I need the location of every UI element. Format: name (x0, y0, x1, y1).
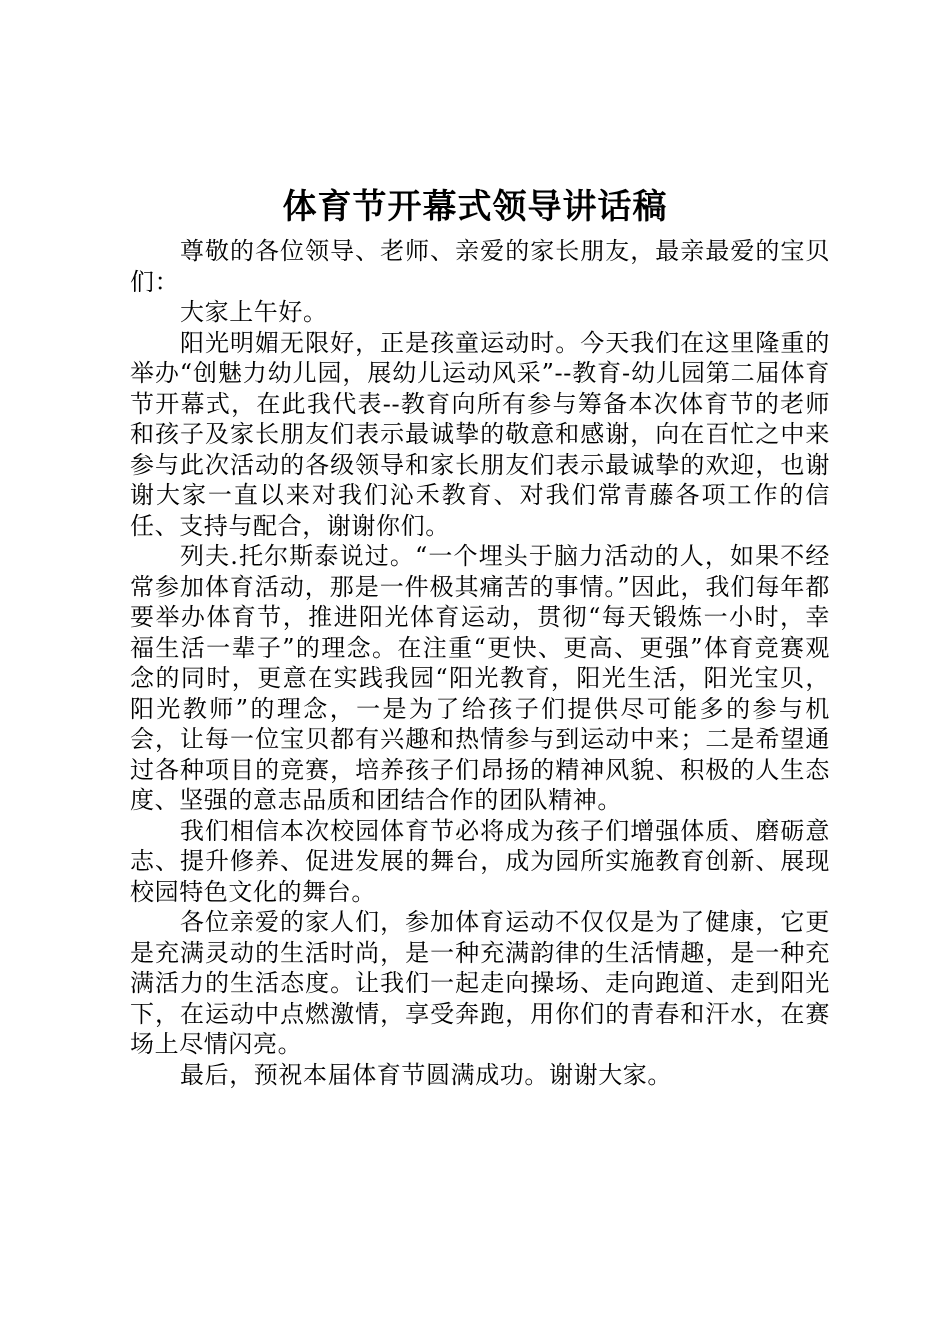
paragraph-belief: 我们相信本次校园体育节必将成为孩子们增强体质、磨砺意志、提升修养、促进发展的舞台，成为园所实施教育创新、展现校园特色文化的舞台。 (130, 816, 830, 906)
paragraph-salutation: 尊敬的各位领导、老师、亲爱的家长朋友，最亲最爱的宝贝们： (130, 237, 830, 296)
document-title: 体育节开幕式领导讲话稿 (282, 187, 668, 227)
paragraph-greeting: 大家上午好。 (180, 298, 328, 326)
paragraph-tolstoy-quote: 列夫.托尔斯泰说过。“一个埋头于脑力活动的人，如果不经常参加体育活动，那是一件极其痛苦的事情。”因此，我们每年都要举办体育节，推进阳光体育运动，贯彻“每天锻炼一小时，幸福生活一辈子”的理念。在注重“更快、更高、更强”体育竞赛观念的同时，更意在实践我园“阳光教育，阳光生活，阳光宝贝，阳光教师”的理念，一是为了给孩子们提供尽可能多的参与机会，让每一位宝贝都有兴趣和热情参与到运动中来；二是希望通过各种项目的竞赛，培养孩子们昂扬的精神风貌、积极的人生态度、坚强的意志品质和团结合作的团队精神。 (130, 542, 830, 814)
paragraph-closing: 最后，预祝本届体育节圆满成功。谢谢大家。 (180, 1060, 672, 1089)
paragraph-appeal: 各位亲爱的家人们，参加体育运动不仅仅是为了健康，它更是充满灵动的生活时尚，是一种充满韵律的生活情趣，是一种充满活力的生活态度。让我们一起走向操场、走向跑道、走到阳光下，在运动中点燃激情，享受奔跑，用你们的青春和汗水，在赛场上尽情闪亮。 (130, 908, 830, 1058)
document-body (130, 236, 830, 1090)
paragraph-opening: 阳光明媚无限好，正是孩童运动时。今天我们在这里隆重的举办“创魅力幼儿园，展幼儿运动风采”--教育-幼儿园第二届体育节开幕式，在此我代表--教育向所有参与筹备本次体育节的老师和孩子及家长朋友们表示最诚挚的敬意和感谢，向在百忙之中来参与此次活动的各级领导和家长朋友们表示最诚挚的欢迎，也谢谢大家一直以来对我们沁禾教育、对我们常青藤各项工作的信任、支持与配合，谢谢你们。 (130, 328, 830, 540)
